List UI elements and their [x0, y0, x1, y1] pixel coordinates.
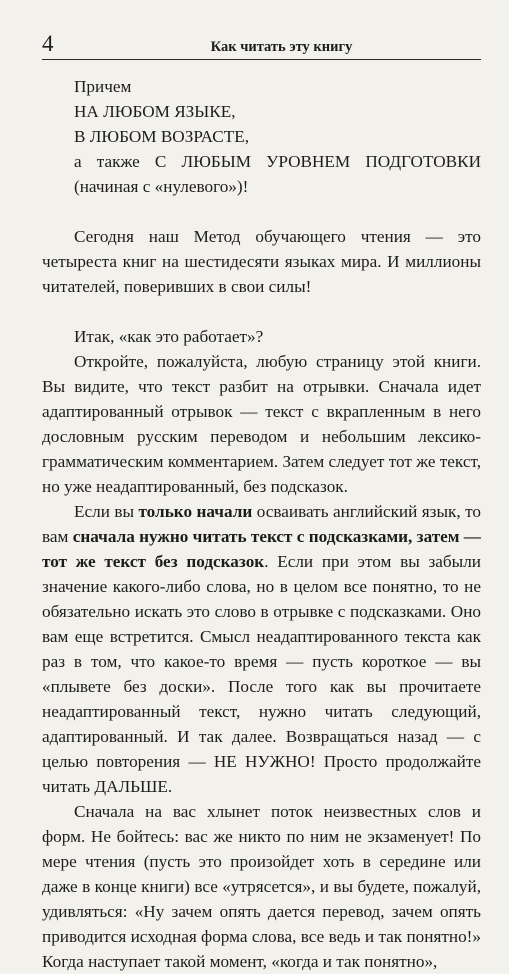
bold-run: только начали — [138, 502, 253, 521]
intro-line: В ЛЮБОМ ВОЗРАСТЕ, — [74, 127, 249, 146]
text-run: . Если при этом вы забыли значение какого-либо слова, но в целом все понятно, то не обязательно искать это слово в отрывке с подсказками. Оно вам еще встретится. Смысл неадаптированного текста как раз в том, что какое-то время — пусть короткое — вы «плывете без доски». После того как вы прочитаете неадаптированный текст, нужно читать следующий, адаптированный. И так далее. Возвращаться назад — с целью повторения — НЕ НУЖНО! Просто продолжайте читать ДАЛЬШЕ. — [42, 552, 481, 796]
intro-line: а также С ЛЮБЫМ УРОВНЕМ ПОДГОТОВКИ (начиная с «нулевого»)! — [74, 152, 481, 196]
intro-line: НА ЛЮБОМ ЯЗЫКЕ, — [74, 102, 236, 121]
intro-line: Причем — [74, 77, 132, 96]
running-head — [42, 31, 481, 60]
bold-run: сначала нужно читать текст с подсказками, затем — тот же текст без подсказок — [42, 527, 481, 571]
paragraph: Сначала на вас хлынет поток неизвестных слов и форм. Не бойтесь: вас же никто по ним не экзаменует! По мере чтения (пусть это произойдет хоть в середине или даже в конце книги) все «утрясется», и вы будете, пожалуй, удивляться: «Ну зачем опять дается перевод, зачем опять приводится исходная форма слова, все ведь и так понятно!» Когда наступает такой момент, «когда и так понятно», — [42, 802, 481, 971]
paragraph: Сегодня наш Метод обучающего чтения — это четыреста книг на шестидесяти языках мира. И миллионы читателей, поверивших в свои силы! — [42, 227, 481, 296]
text-run: Если вы — [74, 502, 139, 521]
paragraph: Итак, «как это работает»? — [74, 327, 264, 346]
paragraph: Откройте, пожалуйста, любую страницу этой книги. Вы видите, что текст разбит на отрывки. Сначала идет адаптированный отрывок — текст с вкрапленным в него дословным русским переводом и небольшим лексико-грамматическим комментарием. Затем следует тот же текст, но уже неадаптированный, без подсказок. — [42, 352, 481, 496]
text-run: осваивать английский язык, то вам — [42, 502, 481, 546]
running-title: Как читать эту книгу — [210, 39, 353, 55]
body-text — [42, 74, 481, 974]
intro-block — [42, 74, 481, 199]
page-number: 4 — [42, 31, 54, 56]
paragraph — [42, 499, 481, 799]
paragraph-gap — [42, 299, 481, 324]
